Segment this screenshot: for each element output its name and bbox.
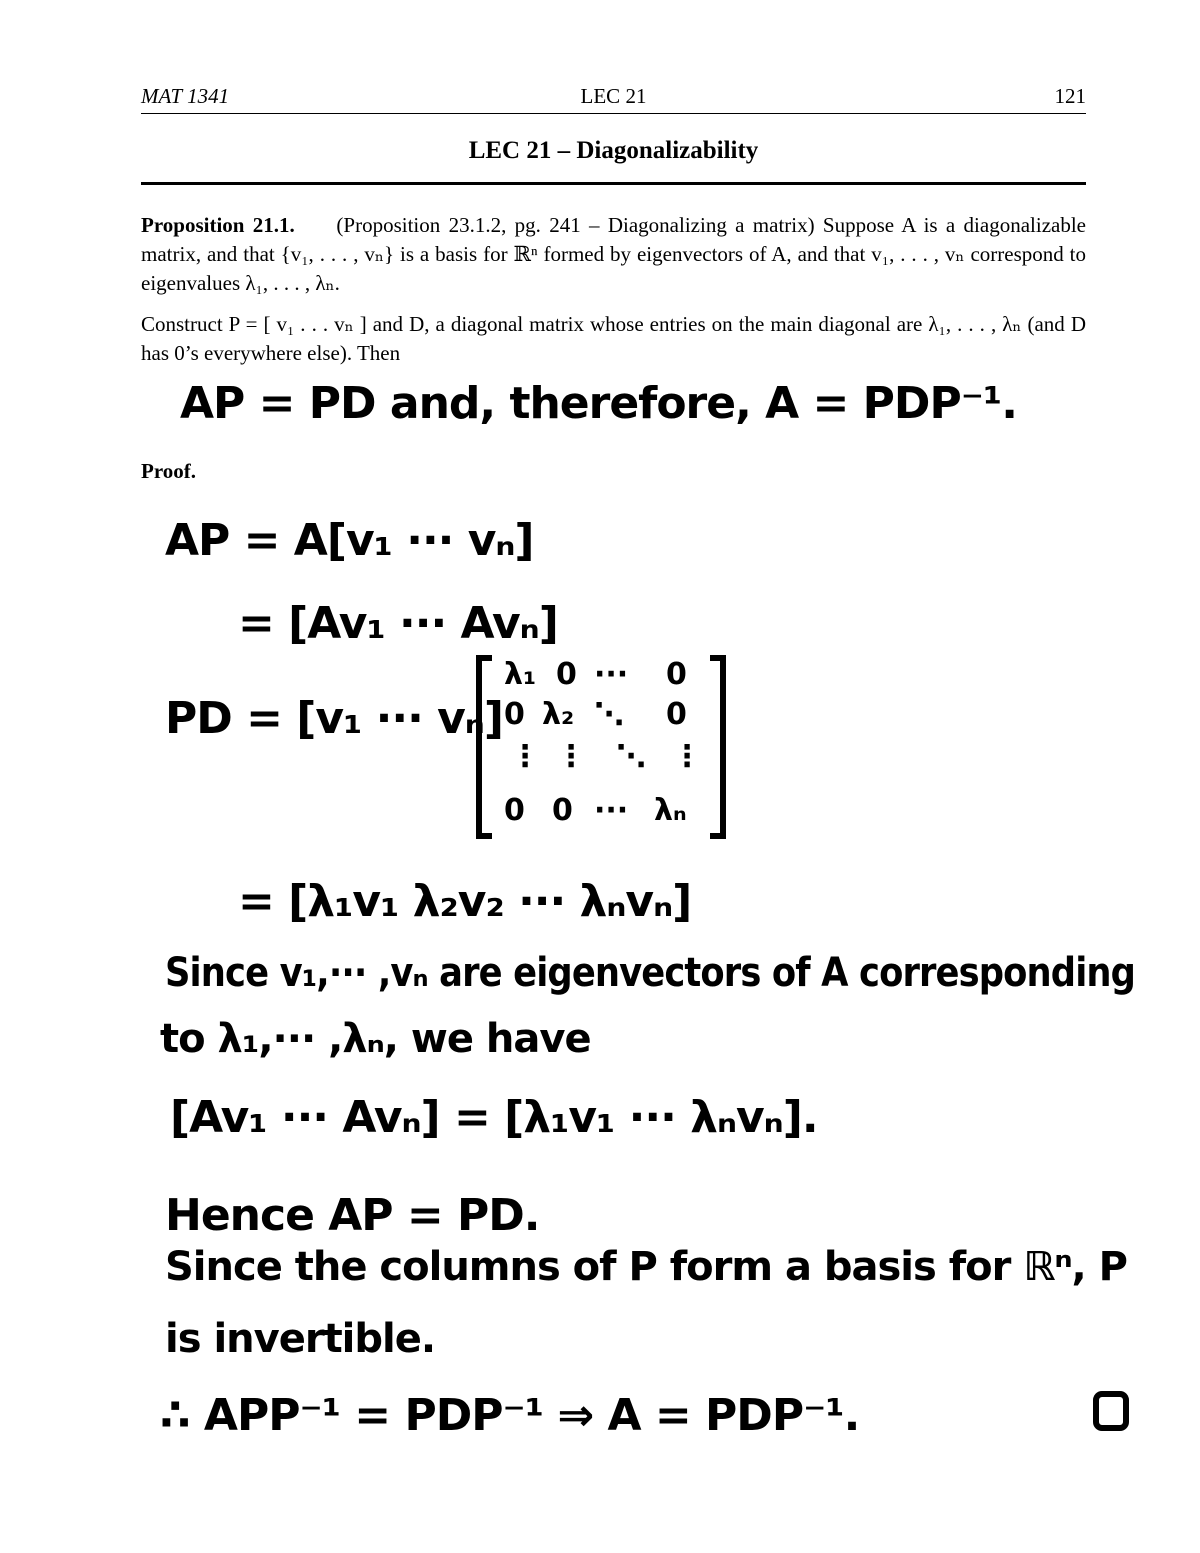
handwritten-columns-basis: Since the columns of P form a basis for ℝⁿ, P [165, 1244, 1127, 1290]
handwritten-therefore: ∴ APP⁻¹ = PDP⁻¹ ⇒ A = PDP⁻¹. [160, 1390, 860, 1441]
matrix-cell: λ₂ [542, 697, 575, 732]
header-rule [141, 113, 1086, 114]
matrix-cell: ⋮ [510, 739, 540, 774]
diagonal-matrix-d [476, 655, 726, 843]
matrix-cell: 0 [556, 657, 577, 692]
handwritten-ap-line: AP = A[v₁ ··· vₙ] [165, 515, 534, 566]
handwritten-pd-expansion: = [λ₁v₁ λ₂v₂ ··· λₙvₙ] [238, 876, 692, 927]
proof-label: Proof. [141, 459, 197, 483]
matrix-cell: ⋮ [556, 739, 586, 774]
matrix-left-bracket [476, 655, 492, 839]
matrix-cell: ⋱ [616, 739, 646, 774]
handwritten-hence: Hence AP = PD. [165, 1190, 540, 1241]
lecture-title: LEC 21 – Diagonalizability [468, 137, 759, 164]
handwritten-to-eigenvalues: to λ₁,··· ,λₙ, we have [160, 1016, 591, 1062]
running-header [141, 84, 1086, 112]
matrix-cell: 0 [666, 657, 687, 692]
matrix-cell: 0 [552, 793, 573, 828]
handwritten-ap-expansion: = [Av₁ ··· Avₙ] [238, 598, 558, 649]
proposition-statement [141, 211, 1086, 298]
matrix-cell: ⋮ [672, 739, 702, 774]
proposition-text: Suppose A is a diagonalizable matrix, and that {v₁, . . . , vₙ} is a basis for ℝⁿ formed by eigenvectors of A, and that v₁, . . . , vₙ correspond to eigenvalues λ₁, . . . , λₙ. [141, 213, 1086, 295]
course-code: MAT 1341 [141, 84, 230, 108]
proposition-reference: (Proposition 23.1.2, pg. 241 – Diagonalizing a matrix) [336, 213, 815, 237]
handwritten-claim: AP = PD and, therefore, A = PDP⁻¹. [180, 378, 1017, 429]
handwritten-since-eigenvectors: Since v₁,··· ,vₙ are eigenvectors of A corresponding [165, 950, 1136, 996]
matrix-cell: λ₁ [504, 657, 537, 692]
matrix-cell: 0 [504, 697, 525, 732]
handwritten-invertible: is invertible. [165, 1316, 436, 1362]
proposition-label: Proposition 21.1. [141, 213, 295, 237]
matrix-cell: λₙ [654, 793, 687, 828]
matrix-cell: 0 [504, 793, 525, 828]
matrix-cell: ··· [594, 657, 629, 692]
construction-paragraph: Construct P = [ v₁ . . . vₙ ] and D, a diagonal matrix whose entries on the main diagonal are λ₁, . . . , λₙ (and D has 0’s everywhere else). Then [141, 312, 1086, 365]
qed-box-icon [1093, 1391, 1129, 1431]
handwritten-av-equation: [Av₁ ··· Avₙ] = [λ₁v₁ ··· λₙvₙ]. [170, 1092, 818, 1143]
matrix-cell: ··· [594, 793, 629, 828]
matrix-right-bracket [710, 655, 726, 839]
title-rule [141, 182, 1086, 185]
matrix-cell: ⋱ [594, 697, 624, 732]
page-number: 121 [1054, 84, 1086, 108]
matrix-cell: 0 [666, 697, 687, 732]
handwritten-pd-line: PD = [v₁ ··· vₙ] [165, 693, 503, 744]
lecture-label: LEC 21 [580, 84, 647, 108]
